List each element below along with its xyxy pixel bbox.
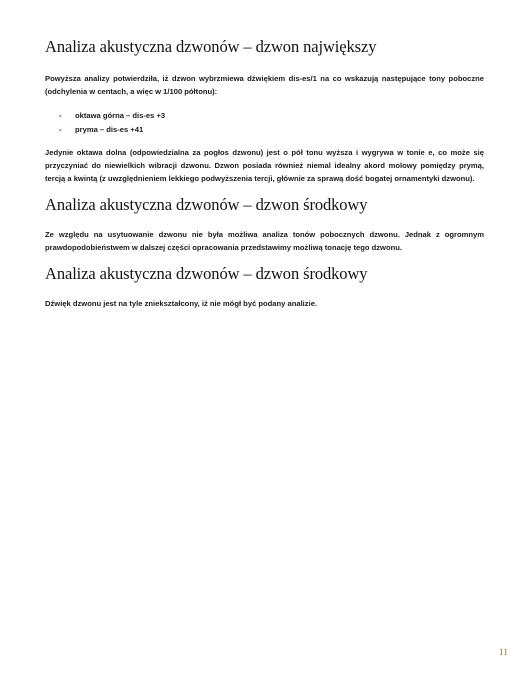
paragraph-distorted-sound: Dźwięk dzwonu jest na tyle zniekształcony, iż nie mógł być podany analizie.: [45, 299, 318, 308]
page-number: 11: [498, 648, 508, 658]
page-content: [45, 37, 484, 310]
paragraph-middle-bell: Ze względu na usytuowanie dzwonu nie była możliwa analiza tonów pobocznych dzwonu. Jednak z ogromnym prawdopodobieństwem w dalszej części opracowania przedstawimy możliwą tonację tego dzwonu.: [45, 230, 484, 252]
list-dash: -: [59, 111, 62, 120]
list-item-text: pryma – dis-es +41: [75, 125, 144, 134]
section-heading-largest-bell: Analiza akustyczna dzwonów – dzwon największy: [45, 37, 377, 56]
list-item-text: oktawa górna – dis-es +3: [75, 111, 166, 120]
list-item: [45, 109, 484, 123]
paragraph-analysis: Jedynie oktawa dolna (odpowiedzialna za pogłos dzwonu) jest o pół tonu wyższa i wygrywa w tonie e, co może się przyczyniać do niewielkich wibracji dzwonu. Dzwon posiada również niemal idealny akord molowy pomiędzy prymą, tercją a kwintą (z uwzględnieniem lekkiego podwyższenia tercji, głównie za sprawą dość bogatej ornamentyki dzwonu).: [45, 148, 484, 183]
section-heading-middle-bell: Analiza akustyczna dzwonów – dzwon środkowy: [45, 195, 368, 214]
section-heading-middle-bell-2: Analiza akustyczna dzwonów – dzwon środkowy: [45, 264, 368, 283]
list-dash: -: [59, 125, 62, 134]
list-item: [45, 123, 484, 137]
overtone-list: [45, 109, 484, 137]
paragraph-intro: Powyższa analizy potwierdziła, iż dzwon wybrzmiewa dźwiękiem dis-es/1 na co wskazują następujące tony poboczne (odchylenia w centach, a więc w 1/100 półtonu):: [45, 74, 484, 96]
